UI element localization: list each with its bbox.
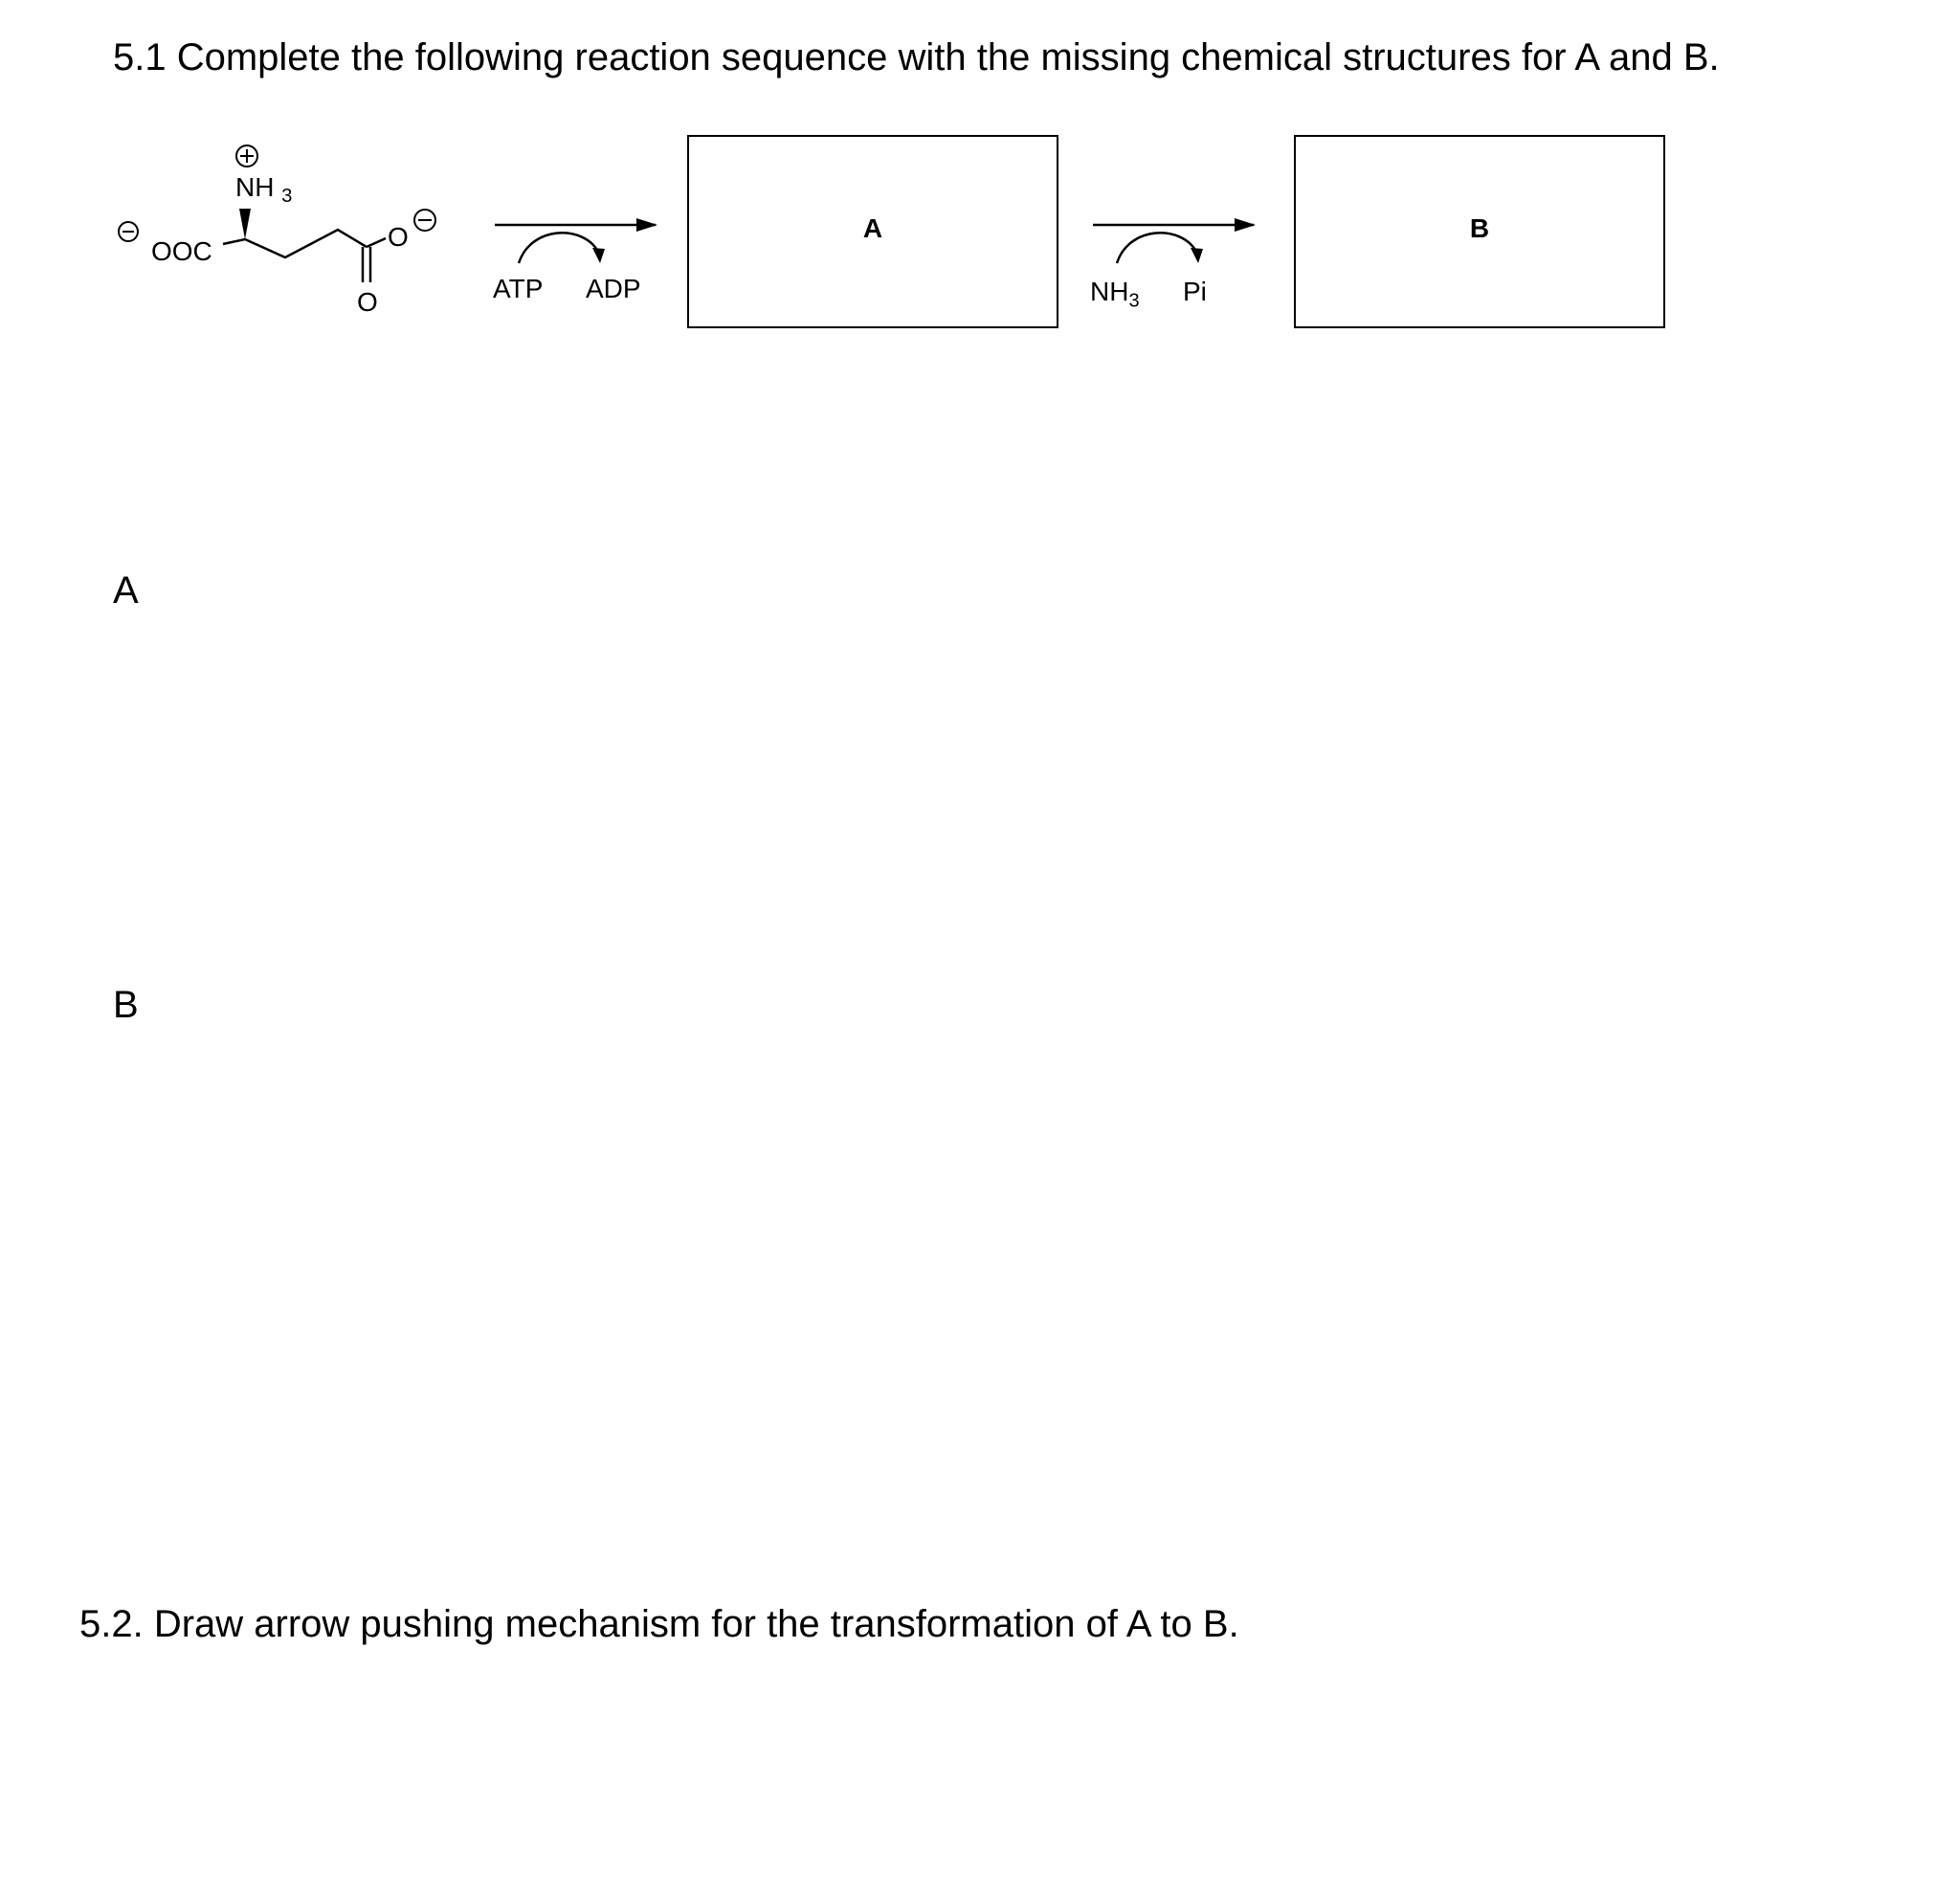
curved-arrowhead-icon (1191, 248, 1203, 263)
reaction-arrow-1 (493, 206, 675, 282)
o-minus-label: O (388, 222, 409, 252)
answer-box-b[interactable] (1294, 135, 1665, 328)
arrowhead-icon (1235, 218, 1256, 232)
glutamate-structure (113, 139, 457, 330)
box-b-label: B (1469, 213, 1490, 243)
subscript-digit: 3 (1128, 290, 1140, 312)
reagent-pi: Pi (1183, 277, 1207, 306)
subscript-digit: 3 (281, 186, 293, 207)
reagent-nh3-text: $NH_3$ (1090, 277, 1140, 312)
bond-to-o-minus (367, 238, 386, 247)
answer-label-a: A (113, 569, 139, 612)
ooc-group-label: OOC (151, 236, 212, 266)
wedge-bond (239, 209, 251, 239)
answer-label-b: B (113, 984, 139, 1026)
nh3-group-main: NH (235, 172, 275, 202)
answer-box-a[interactable] (687, 135, 1058, 328)
reagent-atp: ATP (493, 274, 544, 303)
question-5-1: 5.1 Complete the following reaction sequence with the missing chemical structures for A and B. (113, 36, 1720, 78)
curved-arrow-icon (1117, 233, 1196, 263)
reagent-adp: ADP (586, 274, 641, 303)
reagent-nh3 (1090, 277, 1140, 313)
curved-arrow-icon (519, 233, 598, 263)
reaction-arrow-2 (1091, 206, 1273, 282)
carbonyl-o-label: O (357, 287, 378, 317)
nh3-group-label (235, 172, 292, 207)
curved-arrowhead-icon (592, 248, 605, 263)
box-a-label: A (862, 213, 883, 243)
arrowhead-icon (636, 218, 657, 232)
question-5-2: 5.2. Draw arrow pushing mechanism for the transformation of A to B. (79, 1603, 1239, 1645)
